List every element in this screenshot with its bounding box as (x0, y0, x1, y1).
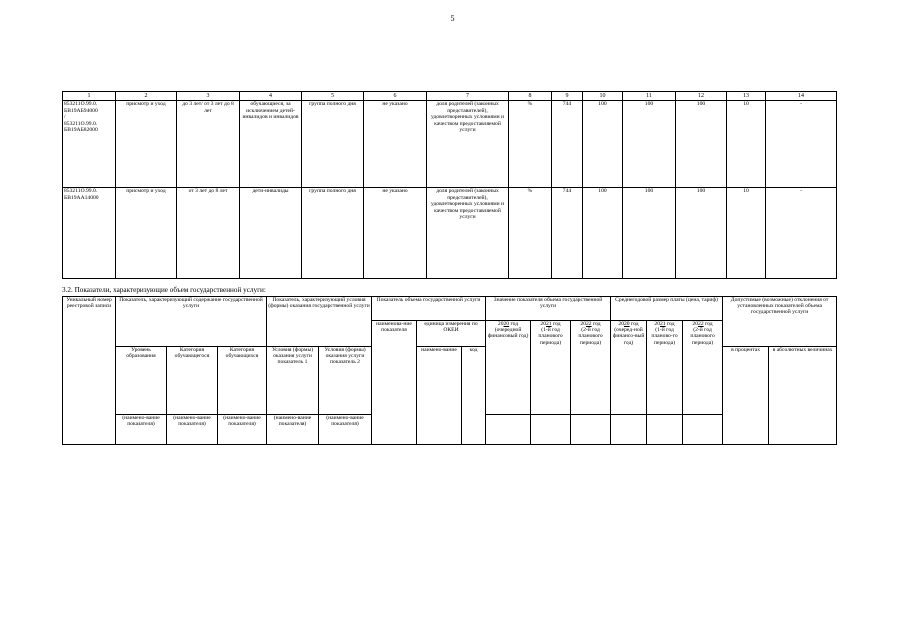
table-cell: 853211О.99.0. БВ19АА14000 (63, 188, 116, 279)
section-title: 3.2. Показатели, характеризующие объем государственной услуги: (62, 286, 266, 294)
column-number-5: 5 (302, 92, 364, 101)
unit-name-header: наимено-вание (417, 347, 462, 445)
table-cell: 744 (552, 101, 583, 188)
table-cell: 10 (727, 188, 766, 279)
table-cell: 100 (676, 188, 727, 279)
table-row (63, 101, 837, 188)
table-cell: % (509, 188, 552, 279)
empty-cell (647, 415, 683, 445)
sub-conditions-1: Условия (формы) оказания услуги показатель 1 (267, 347, 319, 415)
page-number: 5 (450, 14, 455, 23)
vol-year-1: 2020 год (очередной финансовый год) (486, 321, 531, 415)
column-number-9: 9 (552, 92, 583, 101)
column-number-3: 3 (177, 92, 240, 101)
column-number-1: 1 (63, 92, 116, 101)
column-number-14: 14 (766, 92, 837, 101)
vol-year-2: 2021 год (1-й год планового периода) (531, 321, 571, 415)
table-cell: не указано (364, 101, 427, 188)
pay-year-3: 2022 год (2-й год планового периода) (683, 321, 723, 415)
table-cell: 100 (583, 101, 623, 188)
unit-code-header: код (462, 347, 486, 445)
empty-cell (486, 415, 531, 445)
table-cell: 100 (623, 101, 676, 188)
column-number-2: 2 (116, 92, 177, 101)
volume-name-header: наименова-ние показателя (372, 321, 417, 445)
content-indicator-header: Показатель, характеризующий содержание государственной услуги (116, 297, 267, 347)
volume-indicators-table (62, 296, 837, 445)
table-cell: группа полного дня (302, 188, 364, 279)
conditions-indicator-header: Показатель, характеризующий условия (формы) оказания государственной услуги (267, 297, 372, 347)
table-cell: обучающиеся, за исключением детей-инвалидов и инвалидов (240, 101, 302, 188)
allowed-deviation-header: Допустимые (возможные) отклонения от установленных показателей объема государственной услуги (723, 297, 837, 347)
pay-year-1: 2020 год (очеред-ной финансо-вый год) (611, 321, 647, 415)
volume-indicator-header: Показатель объема государственной услуги (372, 297, 486, 321)
empty-cell (683, 415, 723, 445)
table-row (63, 188, 837, 279)
sub-edu-level: Уровень образования (116, 347, 167, 415)
column-number-13: 13 (727, 92, 766, 101)
table-cell: 853211О.99.0. БВ19АБ94000 / 853211О.99.0. БВ19АБ82000 (63, 101, 116, 188)
table-cell: - (766, 188, 837, 279)
table-cell: 744 (552, 188, 583, 279)
table-cell: дети-инвалиды (240, 188, 302, 279)
indicator-name-1: (наимено-вание показателя) (116, 415, 167, 445)
column-number-4: 4 (240, 92, 302, 101)
unit-okei-header: единица измерения по ОКЕИ (417, 321, 486, 347)
column-number-12: 12 (676, 92, 727, 101)
avg-payment-header: Среднегодовой размер платы (цена, тариф) (611, 297, 723, 321)
table-cell: 100 (583, 188, 623, 279)
table-cell: до 3 лет/ от 3 лет до 8 лет (177, 101, 240, 188)
column-number-7: 7 (427, 92, 509, 101)
in-percent-header: в процентах (723, 347, 769, 445)
table-cell: группа полного дня (302, 101, 364, 188)
indicator-name-2: (наимено-вание показателя) (167, 415, 218, 445)
table-cell: не указано (364, 188, 427, 279)
table-cell: от 3 лет до 8 лет (177, 188, 240, 279)
column-number-8: 8 (509, 92, 552, 101)
table-cell: 100 (623, 188, 676, 279)
indicator-name-3: (наимено-вание показателя) (218, 415, 267, 445)
unique-number-header: Уникальный номер реестровой записи (63, 297, 116, 445)
pay-year-2: 2021 год (1-й год планово-го периода) (647, 321, 683, 415)
vol-year-3: 2022 год (2-й год планового периода) (571, 321, 611, 415)
empty-cell (531, 415, 571, 445)
column-number-6: 6 (364, 92, 427, 101)
table-cell: 10 (727, 101, 766, 188)
indicator-name-4: (наимено-вание показателя) (267, 415, 319, 445)
empty-cell (611, 415, 647, 445)
table-cell: доля родителей (законных представителей), удовлетворенных условиями и качеством предоставляемой услуги (427, 101, 509, 188)
column-number-11: 11 (623, 92, 676, 101)
sub-category-2: Категория обучающихся (218, 347, 267, 415)
table-cell: присмотр и уход (116, 188, 177, 279)
sub-conditions-2: Условия (формы) оказания услуги показатель 2 (319, 347, 372, 415)
volume-value-header: Значение показателя объема государственной услуги (486, 297, 611, 321)
in-absolute-header: в абсолютных величинах (769, 347, 837, 445)
sub-category-1: Категория обучающегося (167, 347, 218, 415)
table-cell: % (509, 101, 552, 188)
table-cell: 100 (676, 101, 727, 188)
indicator-name-5: (наимено-вание показателя) (319, 415, 372, 445)
quality-indicators-table (62, 91, 837, 279)
table-cell: присмотр и уход (116, 101, 177, 188)
empty-cell (571, 415, 611, 445)
table-cell: доля родителей (законных представителей), удовлетворенных условиями и качеством предоставляемой услуги (427, 188, 509, 279)
column-number-10: 10 (583, 92, 623, 101)
table-cell: - (766, 101, 837, 188)
